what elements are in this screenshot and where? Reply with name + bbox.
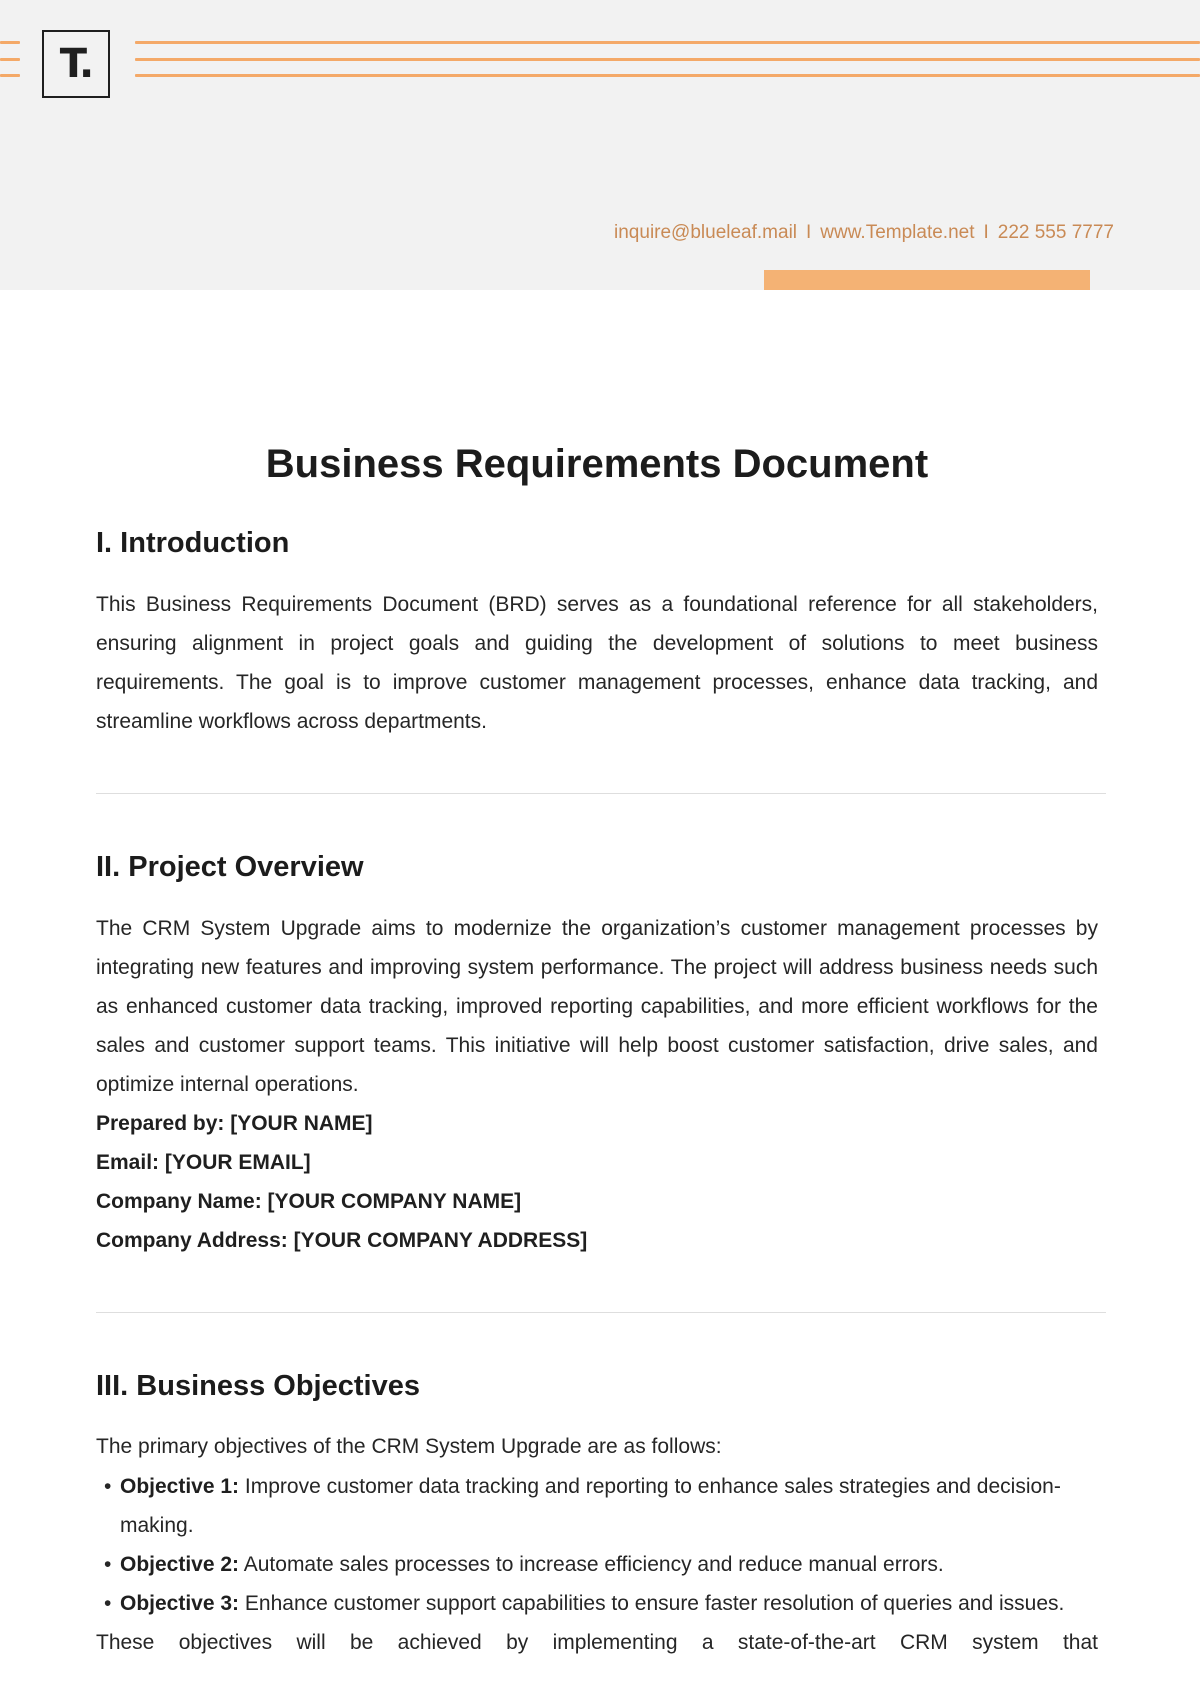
contact-email[interactable]: inquire@blueleaf.mail: [614, 222, 798, 243]
overview-paragraph: The CRM System Upgrade aims to modernize the organization’s customer management processes by integrating new features and improving system performance. The project will address business needs such as enhanced customer data tracking, improved reporting capabilities, and more efficient workflows for the sales and customer support teams. This initiative will help boost customer satisfaction, drive sales, and optimize internal operations.: [96, 916, 1098, 1096]
logo: [42, 30, 110, 98]
list-item: [96, 1584, 1098, 1623]
section-divider: [96, 793, 1106, 794]
section-heading-objectives: III. Business Objectives: [96, 1369, 420, 1402]
contact-website[interactable]: www.Template.net: [820, 222, 975, 243]
company-name-field: Company Name: [YOUR COMPANY NAME]: [96, 1189, 522, 1213]
bullet-icon: •: [104, 1553, 112, 1577]
contact-info: [614, 222, 1114, 244]
stripe-left-3: [0, 74, 20, 77]
objectives-closing: These objectives will be achieved by implementing a state-of-the-art CRM system that: [96, 1631, 1098, 1655]
bullet-icon: •: [104, 1475, 112, 1499]
objective-label: Objective 2:: [120, 1553, 240, 1577]
company-address-field: Company Address: [YOUR COMPANY ADDRESS]: [96, 1228, 588, 1252]
section-heading-overview: II. Project Overview: [96, 850, 364, 883]
section-divider: [96, 1312, 1106, 1313]
letterhead: [0, 0, 1200, 290]
email-field: Email: [YOUR EMAIL]: [96, 1150, 311, 1174]
objective-text: Improve customer data tracking and reporting to enhance sales strategies and decision-making.: [120, 1475, 1061, 1538]
stripe-left-1: [0, 41, 20, 44]
section-heading-introduction: I. Introduction: [96, 527, 290, 559]
bullet-icon: •: [104, 1592, 112, 1616]
objective-text: Automate sales processes to increase efficiency and reduce manual errors.: [239, 1553, 944, 1577]
document-title: Business Requirements Document: [265, 442, 929, 486]
objectives-intro: The primary objectives of the CRM System Upgrade are as follows:: [96, 1435, 722, 1459]
objective-label: Objective 3:: [120, 1592, 240, 1616]
stripe-right-1: [135, 41, 1200, 44]
objective-label: Objective 1:: [120, 1475, 240, 1499]
contact-separator: I: [983, 222, 989, 243]
prepared-by-field: Prepared by: [YOUR NAME]: [96, 1111, 373, 1135]
stripe-right-3: [135, 74, 1200, 77]
contact-separator: I: [806, 222, 812, 243]
list-item: [96, 1545, 1098, 1584]
accent-bar: [764, 270, 1090, 290]
list-item: [96, 1467, 1098, 1545]
objectives-list: [96, 1467, 1098, 1623]
contact-phone: 222 555 7777: [997, 222, 1114, 243]
introduction-paragraph: This Business Requirements Document (BRD) serves as a foundational reference for all stakeholders, ensuring alignment in project goals and guiding the development of solutions to meet business requirements. The goal is to improve customer management processes, enhance data tracking, and streamline workflows across departments.: [96, 592, 1098, 733]
objective-text: Enhance customer support capabilities to ensure faster resolution of queries and issues.: [239, 1592, 1065, 1616]
stripe-left-2: [0, 58, 20, 61]
logo-text: T.: [59, 41, 93, 87]
stripe-right-2: [135, 58, 1200, 61]
document-body: [96, 440, 1098, 1662]
